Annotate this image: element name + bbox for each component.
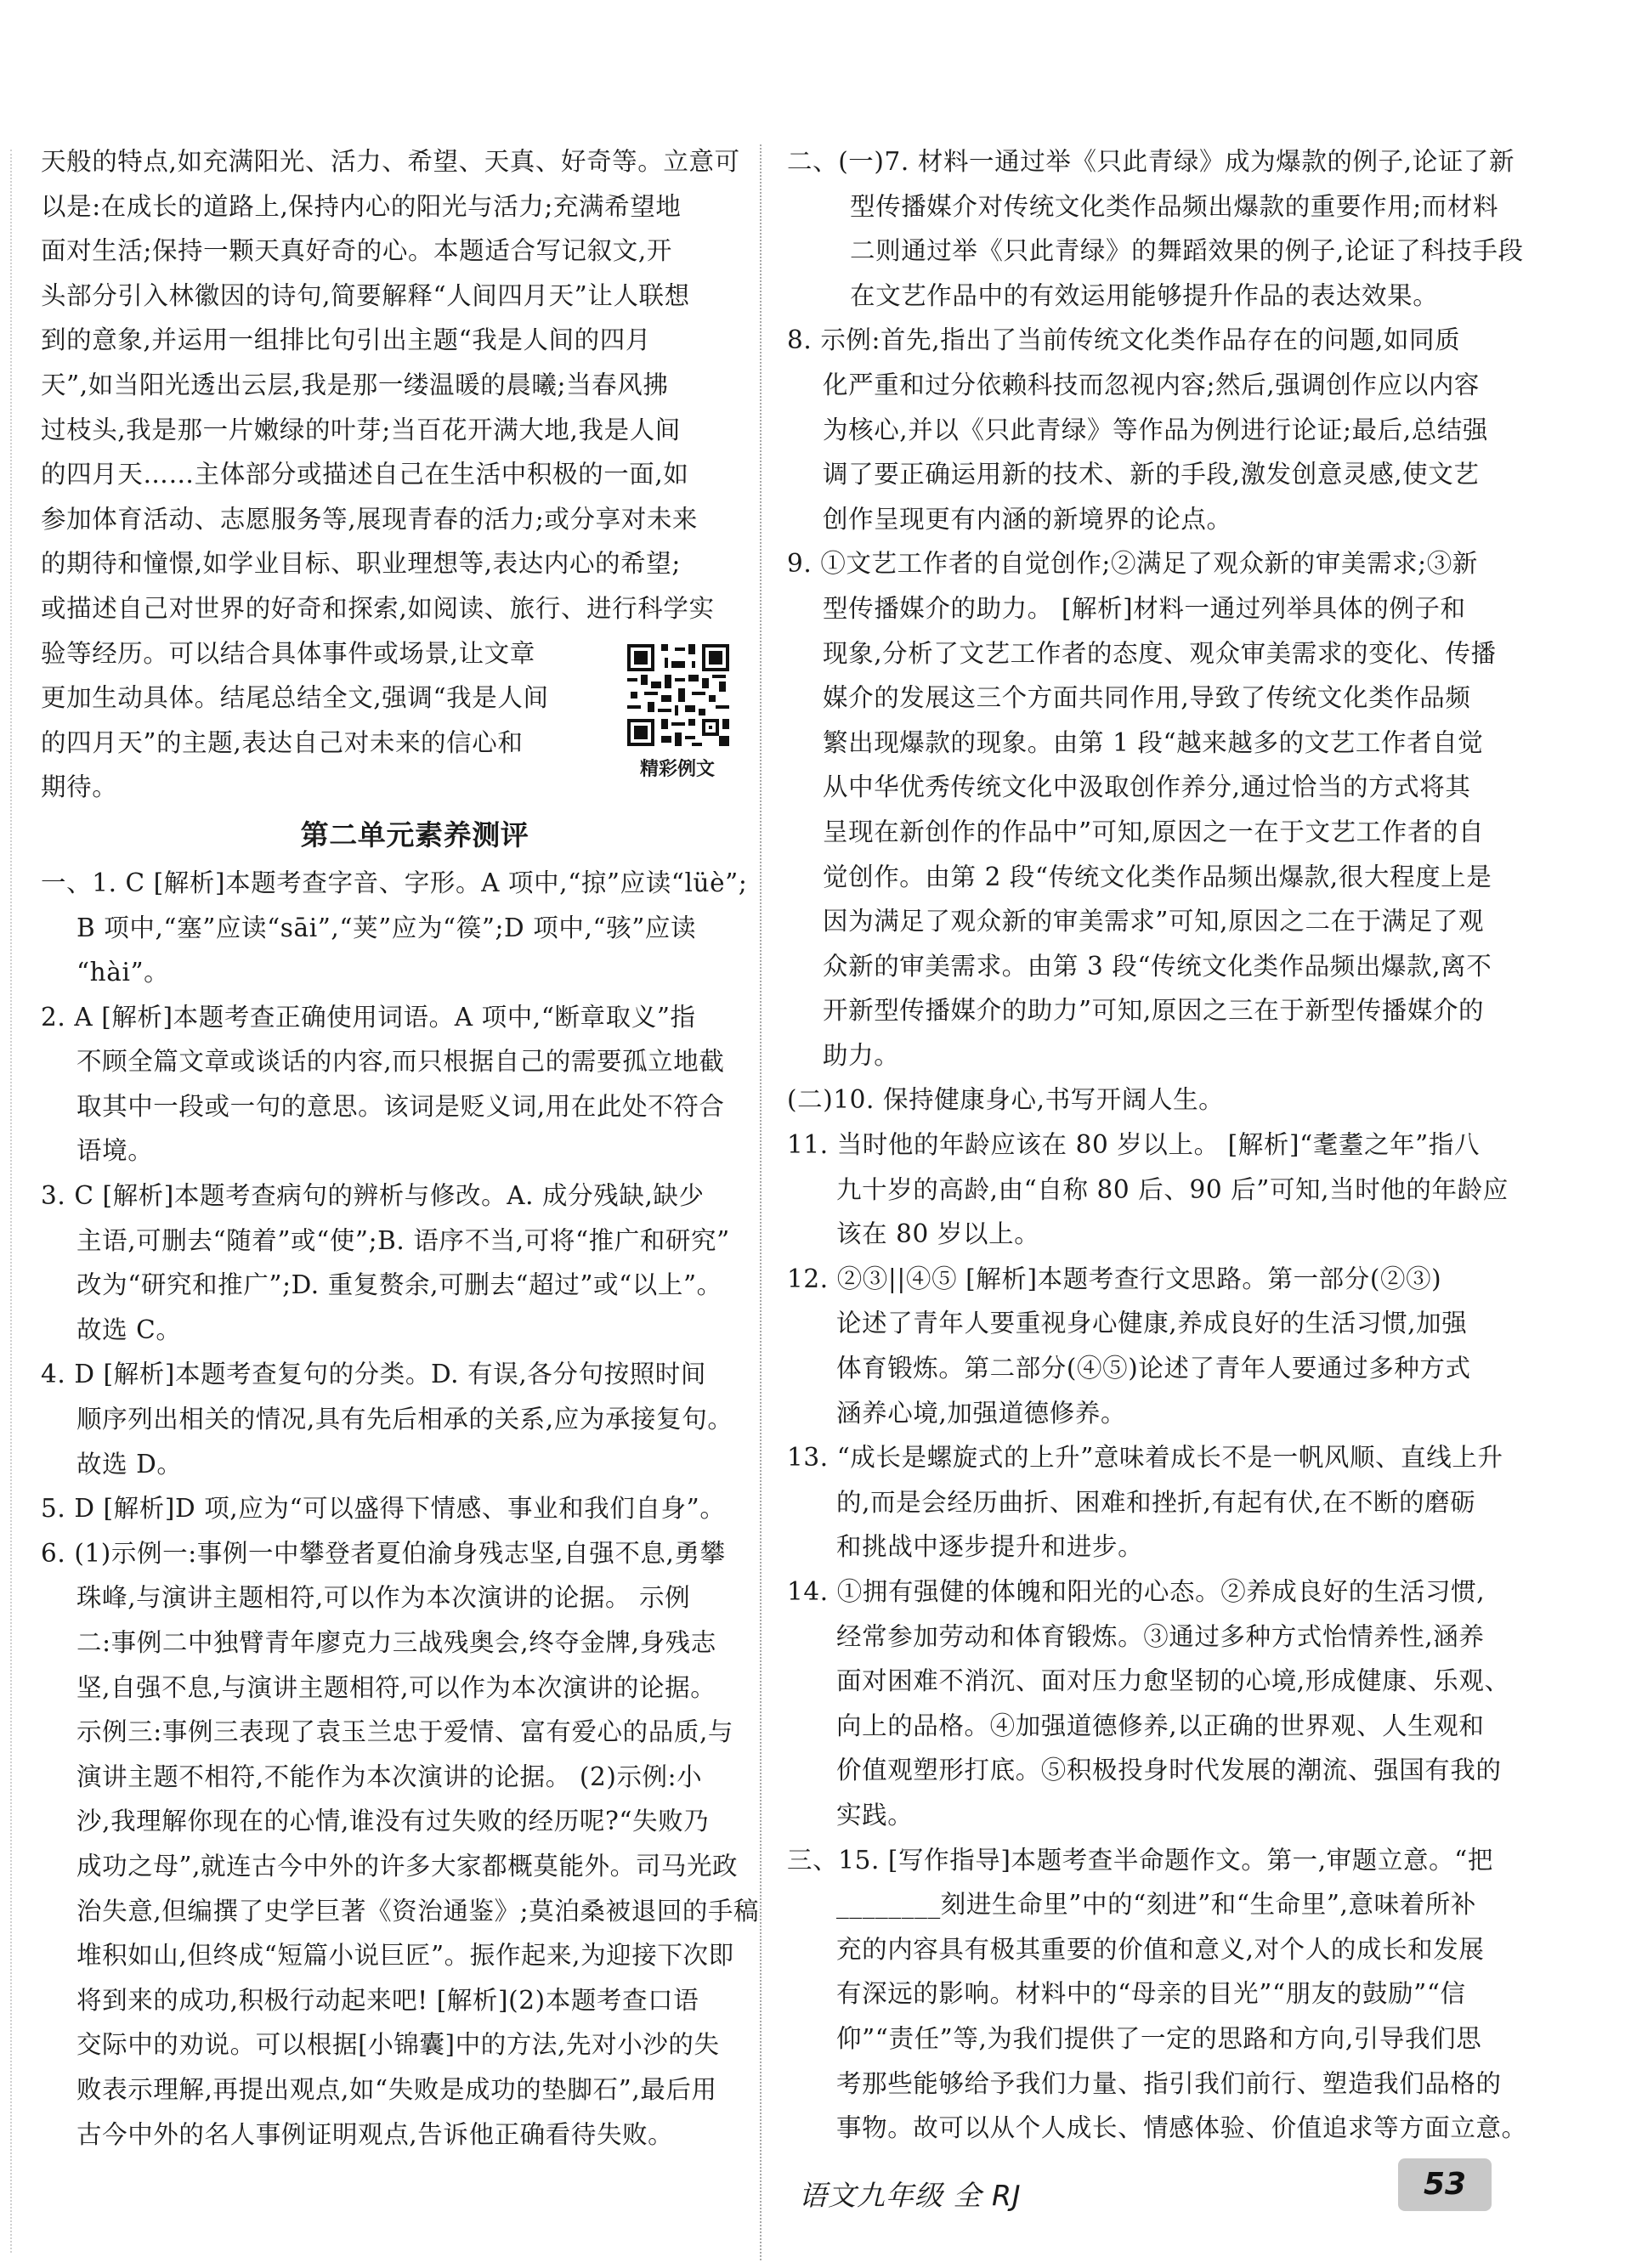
answer-line: 13. “成长是螺旋式的上升”意味着成长不是一帆风顺、直线上升 bbox=[787, 1443, 1503, 1473]
answer-line: 创作呈现更有内涵的新境界的论点。 bbox=[823, 504, 1232, 534]
answer-line: 为核心,并以《只此青绿》等作品为例进行论证;最后,总结强 bbox=[823, 415, 1488, 444]
text-line: 的四月天”的主题,表达自己对未来的信心和 bbox=[41, 727, 524, 757]
answer-line: 呈现在新创作的作品中”可知,原因之一在于文艺工作者的自 bbox=[823, 817, 1485, 846]
answer-line: 治失意,但编撰了史学巨著《资治通鉴》;莫泊桑被退回的手稿 bbox=[76, 1896, 760, 1926]
column-divider bbox=[760, 144, 762, 2260]
answer-line: 论述了青年人要重视身心健康,养成良好的生活习惯,加强 bbox=[836, 1309, 1468, 1338]
answer-line: 觉创作。由第 2 段“传统文化类作品频出爆款,很大程度上是 bbox=[823, 862, 1492, 891]
answer-line: 坚,自强不息,与演讲主题相符,可以作为本次演讲的论据。 bbox=[76, 1672, 716, 1702]
answer-line: 4. D [解析]本题考查复句的分类。D. 有误,各分句按照时间 bbox=[41, 1360, 707, 1389]
answer-line: 事物。故可以从个人成长、情感体验、价值追求等方面立意。 bbox=[836, 2113, 1527, 2143]
answer-line: 充的内容具有极其重要的价值和意义,对个人的成长和发展 bbox=[836, 1934, 1485, 1964]
answer-line: 珠峰,与演讲主题相符,可以作为本次演讲的论据。 示例 bbox=[76, 1583, 691, 1613]
answer-line: 改为“研究和推广”;D. 重复赘余,可删去“超过”或“以上”。 bbox=[76, 1270, 722, 1300]
qr-caption: 精彩例文 bbox=[639, 759, 715, 780]
answer-line: 的,而是会经历曲折、困难和挫折,有起有伏,在不断的磨砺 bbox=[836, 1487, 1476, 1517]
answer-line: 面对困难不消沉、面对压力愈坚韧的心境,形成健康、乐观、 bbox=[836, 1666, 1510, 1696]
text-line: 或描述自己对世界的好奇和探索,如阅读、旅行、进行科学实 bbox=[41, 593, 715, 623]
answer-line: 经常参加劳动和体育锻炼。③通过多种方式怡情养性,涵养 bbox=[836, 1621, 1485, 1651]
qr-code bbox=[624, 641, 733, 749]
answer-line: 故选 D。 bbox=[76, 1449, 183, 1479]
text-line: 的期待和憧憬,如学业目标、职业理想等,表达内心的希望; bbox=[41, 549, 681, 579]
answer-line: 8. 示例:首先,指出了当前传统文化类作品存在的问题,如同质 bbox=[787, 325, 1461, 355]
answer-line: 该在 80 岁以上。 bbox=[836, 1219, 1040, 1249]
answer-line: 有深远的影响。材料中的“母亲的目光”“朋友的鼓励”“信 bbox=[836, 1979, 1466, 2009]
answer-line: 涵养心境,加强道德修养。 bbox=[836, 1398, 1127, 1428]
answer-line: 向上的品格。④加强道德修养,以正确的世界观、人生观和 bbox=[836, 1711, 1485, 1740]
answer-line: 交际中的劝说。可以根据[小锦囊]中的方法,先对小沙的失 bbox=[76, 2030, 720, 2060]
answer-line: 12. ②③||④⑤ [解析]本题考查行文思路。第一部分(②③) bbox=[787, 1264, 1442, 1293]
answer-line: 型传播媒介的助力。 [解析]材料一通过列举具体的例子和 bbox=[823, 593, 1466, 623]
answer-line: 语境。 bbox=[76, 1136, 154, 1166]
answer-line: 因为满足了观众新的审美需求”可知,原因之二在于满足了观 bbox=[823, 907, 1485, 936]
answer-line: 堆积如山,但终成“短篇小说巨匠”。振作起来,为迎接下次即 bbox=[76, 1941, 734, 1971]
answer-line: 一、1. C [解析]本题考查字音、字形。A 项中,“掠”应读“lüè”; bbox=[41, 868, 748, 897]
answer-line: (二)10. 保持健康身心,书写开阔人生。 bbox=[787, 1085, 1225, 1115]
text-line: 到的意象,并运用一组排比句引出主题“我是人间的四月 bbox=[41, 325, 651, 355]
answer-line: “hài”。 bbox=[76, 958, 170, 987]
text-line: 天般的特点,如充满阳光、活力、希望、天真、好奇等。立意可 bbox=[41, 147, 740, 176]
answer-line: 众新的审美需求。由第 3 段“传统文化类作品频出爆款,离不 bbox=[823, 951, 1492, 981]
answer-line: 调了要正确运用新的技术、新的手段,激发创意灵感,使文艺 bbox=[823, 460, 1480, 489]
answer-line: 化严重和过分依赖科技而忽视内容;然后,强调创作应以内容 bbox=[823, 370, 1481, 399]
answer-line: 主语,可删去“随着”或“使”;B. 语序不当,可将“推广和研究” bbox=[76, 1225, 730, 1255]
answer-line: 实践。 bbox=[836, 1800, 914, 1830]
answer-line: 14. ①拥有强健的体魄和阳光的心态。②养成良好的生活习惯, bbox=[787, 1577, 1486, 1606]
answer-line: 5. D [解析]D 项,应为“可以盛得下情感、事业和我们自身”。 bbox=[41, 1494, 726, 1524]
answer-line: 从中华优秀传统文化中汲取创作养分,通过恰当的方式将其 bbox=[823, 772, 1471, 802]
answer-line: 二、(一)7. 材料一通过举《只此青绿》成为爆款的例子,论证了新 bbox=[787, 147, 1515, 176]
answer-line: 9. ①文艺工作者的自觉创作;②满足了观众新的审美需求;③新 bbox=[787, 549, 1478, 579]
answer-line: 现象,分析了文艺工作者的态度、观众审美需求的变化、传播 bbox=[823, 638, 1497, 668]
text-line: 面对生活;保持一颗天真好奇的心。本题适合写记叙文,开 bbox=[41, 236, 672, 266]
footer-subject: 语文九年级 全 RJ bbox=[799, 2179, 1022, 2212]
answer-line: 助力。 bbox=[823, 1040, 900, 1070]
answer-line: 败表示理解,再提出观点,如“失败是成功的垫脚石”,最后用 bbox=[76, 2074, 717, 2104]
answer-line: ________刻进生命里”中的“刻进”和“生命里”,意味着所补 bbox=[836, 1890, 1476, 1920]
answer-line: 6. (1)示例一:事例一中攀登者夏伯渝身残志坚,自强不息,勇攀 bbox=[41, 1538, 726, 1568]
text-line: 验等经历。可以结合具体事件或场景,让文章 bbox=[41, 638, 535, 668]
answer-line: 顺序列出相关的情况,具有先后相承的关系,应为承接复句。 bbox=[76, 1405, 733, 1434]
text-line: 期待。 bbox=[41, 772, 118, 802]
answer-line: 沙,我理解你现在的心情,谁没有过失败的经历呢?“失败乃 bbox=[76, 1807, 710, 1836]
answer-line: 二:事例二中独臂青年廖克力三战残奥会,终夺金牌,身残志 bbox=[76, 1628, 716, 1657]
answer-line: 体育锻炼。第二部分(④⑤)论述了青年人要通过多种方式 bbox=[836, 1354, 1471, 1383]
answer-line: 考那些能够给予我们力量、指引我们前行、塑造我们品格的 bbox=[836, 2068, 1502, 2098]
answer-line: 价值观塑形打底。⑤积极投身时代发展的潮流、强国有我的 bbox=[836, 1756, 1502, 1785]
left-column bbox=[41, 139, 760, 2157]
answer-line: B 项中,“塞”应读“sāi”,“荚”应为“篌”;D 项中,“骇”应读 bbox=[76, 913, 697, 942]
answer-line: 二则通过举《只此青绿》的舞蹈效果的例子,论证了科技手段 bbox=[850, 236, 1524, 266]
answer-line: 媒介的发展这三个方面共同作用,导致了传统文化类作品频 bbox=[823, 683, 1471, 713]
text-line: 更加生动具体。结尾总结全文,强调“我是人间 bbox=[41, 683, 549, 713]
answer-line: 繁出现爆款的现象。由第 1 段“越来越多的文艺工作者自觉 bbox=[823, 727, 1484, 757]
answer-line: 11. 当时他的年龄应该在 80 岁以上。 [解析]“耄耋之年”指八 bbox=[787, 1130, 1481, 1160]
right-column bbox=[787, 139, 1527, 2151]
binding-edge bbox=[10, 150, 14, 2253]
answer-line: 示例三:事例三表现了袁玉兰忠于爱情、富有爱心的品质,与 bbox=[76, 1717, 734, 1747]
answer-line: 3. C [解析]本题考查病句的辨析与修改。A. 成分残缺,缺少 bbox=[41, 1181, 705, 1211]
text-line: 参加体育活动、志愿服务等,展现青春的活力;或分享对未来 bbox=[41, 504, 699, 534]
answer-line: 2. A [解析]本题考查正确使用词语。A 项中,“断章取义”指 bbox=[41, 1002, 696, 1032]
answer-line: 古今中外的名人事例证明观点,告诉他正确看待失败。 bbox=[76, 2119, 674, 2149]
answer-line: 演讲主题不相符,不能作为本次演讲的论据。 (2)示例:小 bbox=[76, 1762, 703, 1791]
answer-line: 和挑战中逐步提升和进步。 bbox=[836, 1532, 1144, 1562]
answer-line: 开新型传播媒介的助力”可知,原因之三在于新型传播媒介的 bbox=[823, 996, 1485, 1026]
answer-line: 三、15. [写作指导]本题考查半命题作文。第一,审题立意。“把 bbox=[787, 1845, 1493, 1875]
text-line: 过枝头,我是那一片嫩绿的叶芽;当百花开满大地,我是人间 bbox=[41, 415, 681, 444]
answer-line: 不顾全篇文章或谈话的内容,而只根据自己的需要孤立地截 bbox=[76, 1047, 725, 1077]
text-line: 的四月天……主体部分或描述自己在生活中积极的一面,如 bbox=[41, 460, 689, 489]
text-line: 天”,如当阳光透出云层,我是那一缕温暖的晨曦;当春风拂 bbox=[41, 370, 669, 399]
answer-line: 取其中一段或一句的意思。该词是贬义词,用在此处不符合 bbox=[76, 1091, 725, 1121]
answer-line: 在文艺作品中的有效运用能够提升作品的表达效果。 bbox=[850, 280, 1439, 310]
answer-line: 将到来的成功,积极行动起来吧! [解析](2)本题考查口语 bbox=[76, 1985, 699, 2015]
text-line: 以是:在成长的道路上,保持内心的阳光与活力;充满希望地 bbox=[41, 191, 682, 221]
answer-line: 九十岁的高龄,由“自称 80 后、90 后”可知,当时他的年龄应 bbox=[836, 1174, 1509, 1204]
answer-line: 故选 C。 bbox=[76, 1315, 182, 1344]
answer-line: 成功之母”,就连古今中外的许多大家都概莫能外。司马光政 bbox=[76, 1851, 739, 1881]
text-line: 头部分引入林徽因的诗句,简要解释“人间四月天”让人联想 bbox=[41, 280, 690, 310]
section-heading: 第二单元素养测评 bbox=[300, 817, 529, 851]
answer-line: 型传播媒介对传统文化类作品频出爆款的重要作用;而材料 bbox=[850, 191, 1499, 221]
answer-line: 仰”“责任”等,为我们提供了一定的思路和方向,引导我们思 bbox=[836, 2023, 1482, 2053]
page-number: 53 bbox=[1398, 2158, 1492, 2211]
